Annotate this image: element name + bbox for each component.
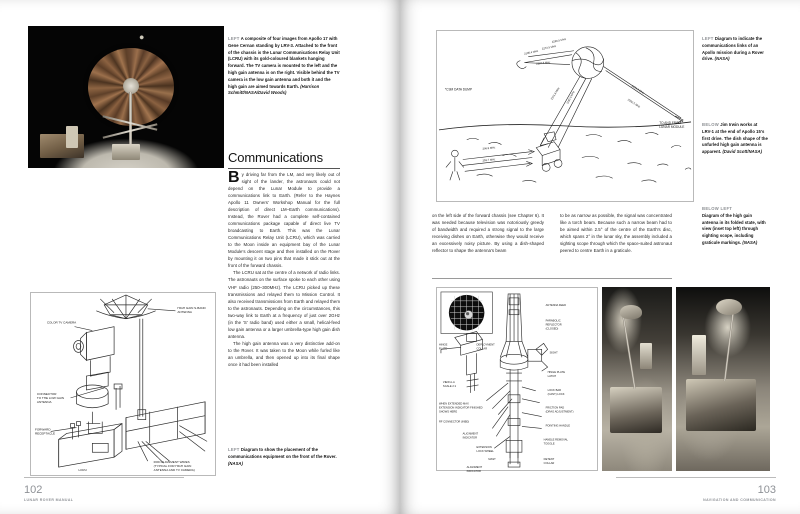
svg-text:2101.8 MHz: 2101.8 MHz <box>630 84 645 95</box>
caption-placement-diagram <box>228 447 340 467</box>
figure-irwin-photo <box>602 287 672 471</box>
svg-text:2282.5 MHz: 2282.5 MHz <box>626 98 641 109</box>
svg-text:(TYPICAL FOR HIGH GAIN: (TYPICAL FOR HIGH GAIN <box>153 464 192 469</box>
caption-text: A composite of four images from Apollo 17 with Gene Cernan standing by LRV-3. Attached to the front of the chassis is the Lunar Communications Relay Unit (LCRU) with its gold-coloured blankets hanging forward. The TV camera is mounted to the left and the high gain antenna is on the right. Visible behind the TV camera is the low gain antenna and both it and the high gain are aimed towards Earth. <box>228 36 340 89</box>
svg-text:LOCK WHEEL: LOCK WHEEL <box>476 450 494 454</box>
svg-text:2282.5 MHz: 2282.5 MHz <box>566 90 576 105</box>
svg-text:(CANT) LOCK: (CANT) LOCK <box>547 392 565 396</box>
label-to-from-lm: TO AND FROM <box>659 120 682 125</box>
svg-text:296.8 MHz: 296.8 MHz <box>482 146 496 151</box>
svg-text:DETENT: DETENT <box>543 458 555 462</box>
figure-apollo-surface-photo <box>676 287 770 471</box>
label-forward-receptacle: FORWARD <box>34 427 51 432</box>
svg-text:COLLAR: COLLAR <box>476 347 488 351</box>
page-number: 102 <box>24 484 43 496</box>
svg-text:ANTENNA: ANTENNA <box>36 399 52 404</box>
caption-text: Diagram to indicate the communications links of an Apollo mission during a Rover drive. <box>702 36 764 62</box>
svg-text:ALIGNMENT: ALIGNMENT <box>462 432 479 436</box>
svg-text:DEPLOYMENT: DEPLOYMENT <box>476 343 495 347</box>
running-head: NAVIGATION AND COMMUNICATION <box>703 498 776 502</box>
svg-text:EXTENSION: EXTENSION <box>476 446 492 450</box>
caption-credit: (Harrison Schmitt/NASA/David Woods) <box>228 83 320 96</box>
svg-text:EXTENSION INDICATOR FINISHED: EXTENSION INDICATOR FINISHED <box>438 406 483 410</box>
caption-text: Diagram to show the placement of the communications equipment on the front of the Rover. <box>228 447 337 459</box>
caption-links-diagram <box>702 36 768 63</box>
running-head: LUNAR ROVER MANUAL <box>24 498 74 502</box>
svg-text:(CLOSED): (CLOSED) <box>545 327 559 331</box>
svg-text:SIGHT: SIGHT <box>549 351 558 355</box>
svg-text:TO THE LOW GAIN: TO THE LOW GAIN <box>36 395 65 400</box>
svg-text:LUNAR MODULE: LUNAR MODULE <box>659 124 685 129</box>
article-continued-left <box>432 212 544 254</box>
svg-text:INDICATOR: INDICATOR <box>466 469 481 473</box>
svg-text:(DRAG ADJUSTMENT): (DRAG ADJUSTMENT) <box>545 410 574 414</box>
figure-cernan-composite-photo <box>28 26 224 168</box>
svg-text:PARABOLIC: PARABOLIC <box>545 319 561 323</box>
paragraph-3: The high gain antenna was a very distinctive add-on to the Rover. It was taken to the Moon while furled like an umbrella, and then opened up into its final shape once it had been installed <box>228 340 340 367</box>
caption-hga-folded <box>702 206 768 247</box>
svg-text:LATCH: LATCH <box>547 375 557 379</box>
caption-credit: (NASA) <box>228 460 243 466</box>
figure-links-diagram <box>436 30 694 202</box>
label-lcru: LCRU <box>78 468 87 473</box>
svg-text:VIEW A-A: VIEW A-A <box>442 380 455 384</box>
article-header <box>228 150 340 169</box>
caption-lead: LEFT <box>228 36 240 41</box>
caption-lead: BELOW LEFT <box>702 206 733 211</box>
article-body-column <box>228 171 340 421</box>
placement-diagram-artwork <box>31 293 215 475</box>
caption-lead: LEFT <box>228 447 240 452</box>
article-continued-right <box>560 212 672 254</box>
caption-irwin-photo <box>702 122 768 156</box>
paragraph-continued-right: to be as narrow as possible, the signal was concentrated like a torch beam. Because such a narrow beam had to be aimed within 2.5° of the centre of the Earth's disc, which spans 2° in the lunar sky, the assembly included a sighting scope through which the space-suited astronaut peered to centre Earth in a graticule. <box>560 213 672 254</box>
footer-rule-left <box>24 477 184 478</box>
svg-text:ANTENNA AND TV CAMERA): ANTENNA AND TV CAMERA) <box>153 468 195 473</box>
svg-text:HINGE: HINGE <box>438 343 448 347</box>
links-diagram-labels <box>445 87 684 129</box>
svg-text:WHEN EXTENDED MAX: WHEN EXTENDED MAX <box>438 402 469 406</box>
svg-text:HINGE PLATE: HINGE PLATE <box>547 371 565 375</box>
svg-text:COLLAR: COLLAR <box>543 462 555 466</box>
folio-right <box>703 485 776 502</box>
caption-credit: (NASA) <box>714 56 730 62</box>
caption-lead: LEFT <box>702 36 714 41</box>
hga-folded-artwork <box>437 288 597 473</box>
folio-left <box>24 485 73 502</box>
svg-text:2106.4 MHz: 2106.4 MHz <box>523 49 539 56</box>
svg-text:ALIGNMENT: ALIGNMENT <box>466 466 483 470</box>
page-title: Communications <box>228 150 323 165</box>
svg-text:2265.5 MHz: 2265.5 MHz <box>551 37 567 44</box>
label-hga: HIGH GAIN S-BAND <box>177 305 206 310</box>
caption-text: Jim Irwin works at LRV-1 at the end of Apollo 15's first drive. The dish shape of the unfurled high gain antenna is apparent. <box>702 122 768 155</box>
svg-text:INDICATOR: INDICATOR <box>462 436 478 440</box>
paragraph-1: By driving far from the LM, and very likely out of sight of the lander, the astronauts could not depend on the Lunar Module to provide a communications link to Earth. (Refer to the Haynes Apollo 11 Owners' Workshop Manual for the full description of direct LM–Earth communications). Instead, the Rover had a complete self-contained communications package capable of direct live TV broadcasting to Earth. This was the Lunar Communications Relay Unit (LCRU), which was carried to the Moon inside an equipment bay of the Lunar Module's descent stage and then installed on the Rover by mounting it on two pins that made it stick out at the front of the forward chassis. <box>228 169 340 269</box>
svg-text:MAST: MAST <box>488 458 496 462</box>
title-rule <box>228 168 340 169</box>
svg-text:REFLECTOR: REFLECTOR <box>545 323 562 327</box>
caption-text: Diagram of the high gain antenna in its folded state, with view (inset top left) through sighting scope, including graticule markings. <box>702 212 766 245</box>
svg-text:POINTING HANDLE: POINTING HANDLE <box>545 424 570 428</box>
svg-text:ANTENNA: ANTENNA <box>177 309 192 314</box>
caption-lead: BELOW <box>702 122 720 127</box>
label-rod-wires: ROD ALIGNMENT WIRES <box>153 460 190 465</box>
footer-rule-right <box>616 477 776 478</box>
svg-text:HANDLE REMOVAL: HANDLE REMOVAL <box>543 438 568 442</box>
caption-credit: (David Scott/NASA) <box>722 149 763 155</box>
svg-text:SCALE 2:1: SCALE 2:1 <box>442 384 457 388</box>
lower-figures-rule <box>432 278 672 279</box>
drop-cap: B <box>228 169 240 186</box>
label-connector: CONNECTOR <box>36 391 57 396</box>
svg-text:TOGGLE: TOGGLE <box>543 442 555 446</box>
svg-text:2272.5 MHz: 2272.5 MHz <box>541 44 557 51</box>
links-diagram-artwork <box>437 31 693 201</box>
svg-text:2287.5 MHz: 2287.5 MHz <box>536 61 551 66</box>
sighting-scope-inset <box>441 292 492 334</box>
caption-cernan-composite <box>228 36 340 97</box>
svg-text:ANTENNA FEED: ANTENNA FEED <box>545 303 567 307</box>
paragraph-continued-left: on the left side of the forward chassis (see Chapter 6). It was needed because television was notoriously greedy of bandwidth and required a strong signal to the large receiving dishes on Earth, otherwise they would receive an excessively noisy picture. By using a dish-shaped reflector to shape the antenna's beam <box>432 213 544 254</box>
svg-text:RECEPTACLE: RECEPTACLE <box>34 431 56 436</box>
figure-placement-diagram <box>30 292 216 476</box>
paragraph-2: The LCRU sat at the centre of a network of radio links. The astronauts on the surface spoke to each other using VHF radio (250–300MHz). The LCRU picked up these transmissions and relayed them to Mission Control. It also received transmissions from Earth and relayed them to the astronauts. Depending on the circumstances, this two-way link to Earth at a frequency of just over 2GHz (in the 'S' radio band) used either a small, helical-feed low gain antenna or a larger umbrella-type high gain dish antenna. <box>228 270 340 339</box>
page-number: 103 <box>757 484 776 496</box>
svg-text:SHOWS HERE: SHOWS HERE <box>438 410 458 414</box>
label-csm-data-dump: *CSM DATA DUMP <box>444 87 473 92</box>
svg-text:2101.8 MHz: 2101.8 MHz <box>550 87 561 101</box>
svg-text:RF CONNECTOR (INBD): RF CONNECTOR (INBD) <box>438 420 470 424</box>
links-diagram-frequencies <box>482 37 645 163</box>
svg-text:FRICTION PAD: FRICTION PAD <box>545 406 565 410</box>
svg-text:259.7 MHz: 259.7 MHz <box>482 158 496 163</box>
label-tv-camera: COLOR TV CAMERA <box>46 320 77 325</box>
svg-text:PLATE: PLATE <box>438 347 448 351</box>
caption-credit: (NASA) <box>742 239 758 245</box>
svg-text:LOCK BAR: LOCK BAR <box>547 388 562 392</box>
page-103 <box>400 0 800 514</box>
figure-hga-folded-diagram <box>436 287 598 471</box>
